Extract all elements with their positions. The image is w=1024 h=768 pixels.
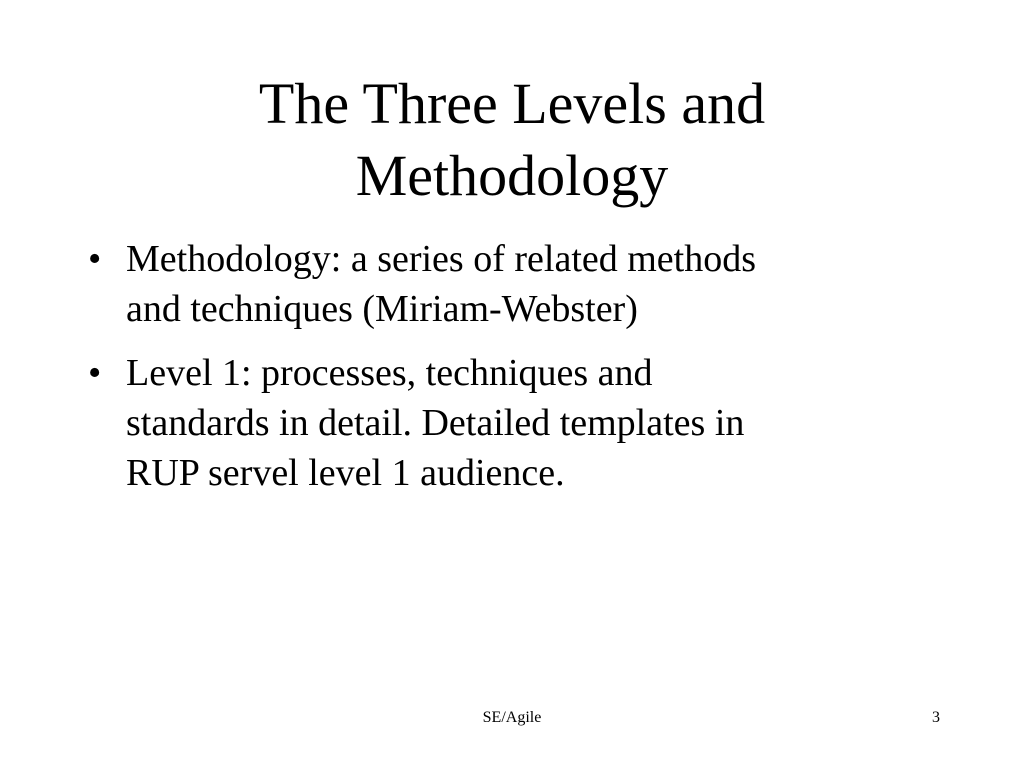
bullet-icon: • — [88, 238, 102, 280]
bullet-list — [88, 234, 908, 512]
slide-title-line-2: Methodology — [355, 143, 669, 208]
footer-label: SE/Agile — [482, 709, 542, 726]
slide-title-line-1: The Three Levels and — [258, 71, 766, 136]
bullet-text — [126, 348, 908, 498]
bullet-item-level-1 — [88, 348, 908, 498]
bullet-line: RUP servel level 1 audience. — [126, 452, 565, 494]
slide-title — [0, 68, 1024, 212]
bullet-line: Level 1: processes, techniques and — [126, 352, 653, 394]
bullet-text — [126, 234, 908, 334]
bullet-line: Methodology: a series of related methods — [126, 238, 757, 280]
slide-number: 3 — [932, 709, 940, 726]
bullet-line: and techniques (Miriam-Webster) — [126, 288, 638, 330]
bullet-line: standards in detail. Detailed templates in — [126, 402, 745, 444]
bullet-item-methodology — [88, 234, 908, 334]
bullet-icon: • — [88, 352, 102, 394]
